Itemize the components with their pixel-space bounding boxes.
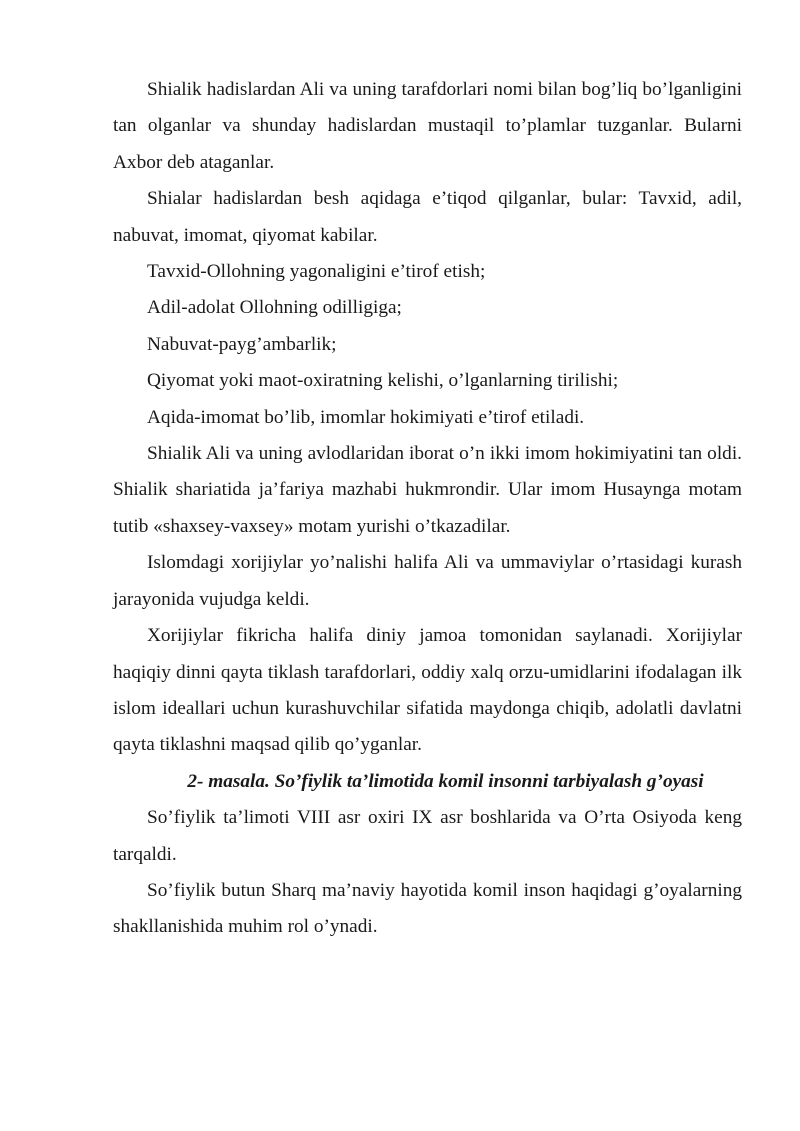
paragraph: Tavxid-Ollohning yagonaligini e’tirof etish; [147, 261, 486, 283]
paragraph: Adil-adolat Ollohning odilligiga; [147, 297, 402, 319]
paragraph: Shialar hadislardan besh aqidaga e’tiqod qilganlar, bular: Tavxid, adil, nabuvat, imomat, qiyomat kabilar. [113, 188, 742, 246]
paragraph: Xorijiylar fikricha halifa diniy jamoa tomonidan saylanadi. Xorijiylar haqiqiy dinni qayta tiklash tarafdorlari, oddiy xalq orzu-umidlarini ifodalagan ilk islom ideallari uchun kurashuvchilar sifatida maydonga chiqib, adolatli davlatni qayta tiklashni maqsad qilib qo’yganlar. [113, 625, 742, 756]
paragraph: Shialik hadislardan Ali va uning tarafdorlari nomi bilan bog’liq bo’lganligini tan olganlar va shunday hadislardan mustaqil to’plamlar tuzganlar. Bularni Axbor deb ataganlar. [113, 79, 742, 173]
document-body [113, 72, 742, 946]
paragraph: Qiyomat yoki maot-oxiratning kelishi, o’lganlarning tirilishi; [147, 370, 619, 392]
paragraph: Shialik Ali va uning avlodlaridan iborat o’n ikki imom hokimiyatini tan oldi. Shialik shariatida ja’fariya mazhabi hukmrondir. Ular imom Husaynga motam tutib «shaxsey-vaxsey» motam yurishi o’tkazadilar. [113, 443, 742, 537]
paragraph: Islomdagi xorijiylar yo’nalishi halifa Ali va ummaviylar o’rtasidagi kurash jarayonida vujudga keldi. [113, 552, 742, 610]
paragraph: So’fiylik ta’limoti VIII asr oxiri IX asr boshlarida va O’rta Osiyoda keng tarqaldi. [113, 807, 742, 865]
section-heading: 2- masala. So’fiylik ta’limotida komil insonni tarbiyalash g’oyasi [187, 770, 704, 792]
paragraph: Aqida-imomat bo’lib, imomlar hokimiyati e’tirof etiladi. [147, 406, 585, 428]
paragraph: Nabuvat-payg’ambarlik; [147, 333, 337, 355]
paragraph: So’fiylik butun Sharq ma’naviy hayotida komil inson haqidagi g’oyalarning shakllanishida muhim rol o’ynadi. [113, 879, 742, 938]
